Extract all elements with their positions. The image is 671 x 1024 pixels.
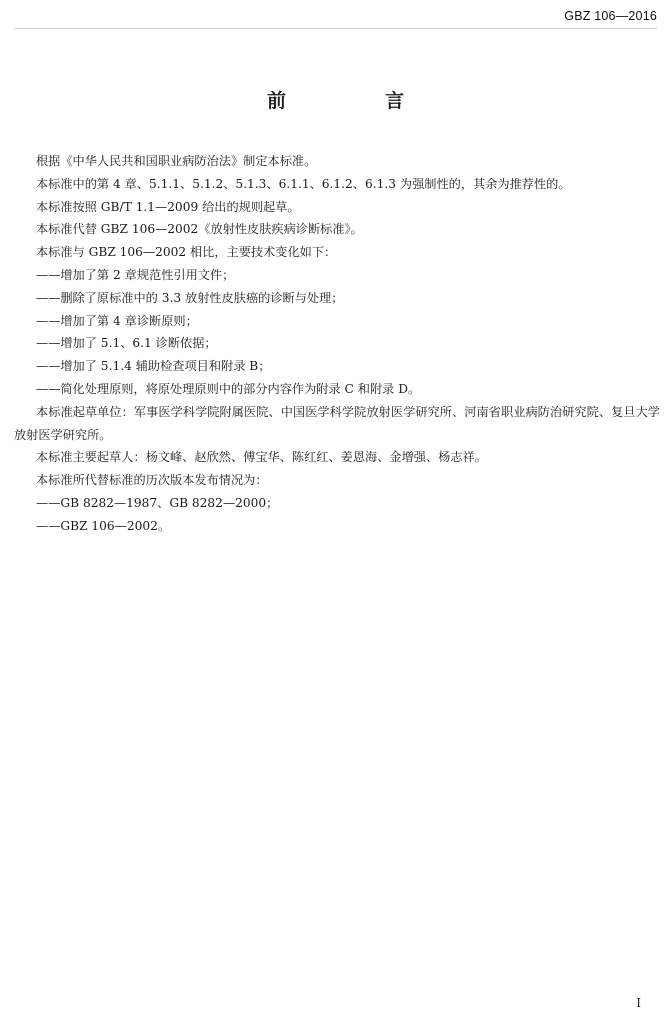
page-number: I	[636, 996, 641, 1010]
list-item: ——增加了 5.1、6.1 诊断依据；	[36, 336, 217, 351]
paragraph: 本标准与 GBZ 106—2002 相比，主要技术变化如下：	[36, 245, 337, 260]
page-title: 前 言	[266, 90, 444, 112]
list-item: ——GBZ 106—2002。	[36, 518, 171, 533]
list-item: ——增加了第 2 章规范性引用文件；	[36, 267, 235, 282]
list-item: ——增加了第 4 章诊断原则；	[36, 313, 198, 328]
paragraph: 本标准按照 GB/T 1.1—2009 给出的规则起草。	[36, 199, 300, 214]
header-divider	[14, 28, 657, 29]
paragraph: 本标准主要起草人：杨文峰、赵欣然、傅宝华、陈红红、姜恩海、金增强、杨志祥。	[36, 450, 487, 465]
paragraph: 本标准起草单位：军事医学科学院附属医院、中国医学科学院放射医学研究所、河南省职业病防治研究院、复旦大学放射医学研究所。	[14, 404, 660, 442]
paragraph: 本标准所代替标准的历次版本发布情况为：	[36, 473, 268, 488]
paragraph: 根据《中华人民共和国职业病防治法》制定本标准。	[36, 154, 317, 168]
list-item: ——增加了 5.1.4 辅助检查项目和附录 B；	[36, 359, 271, 374]
list-item: ——GB 8282—1987、GB 8282—2000；	[36, 495, 279, 510]
paragraph: 本标准代替 GBZ 106—2002《放射性皮肤疾病诊断标准》。	[36, 222, 363, 237]
list-item: ——简化处理原则，将原处理原则中的部分内容作为附录 C 和附录 D。	[36, 381, 421, 396]
document-body	[14, 150, 660, 538]
standard-code: GBZ 106—2016	[564, 9, 657, 23]
paragraph: 本标准中的第 4 章、5.1.1、5.1.2、5.1.3、6.1.1、6.1.2、6.1.3 为强制性的，其余为推荐性的。	[36, 176, 571, 191]
list-item: ——删除了原标准中的 3.3 放射性皮肤癌的诊断与处理；	[36, 290, 344, 305]
